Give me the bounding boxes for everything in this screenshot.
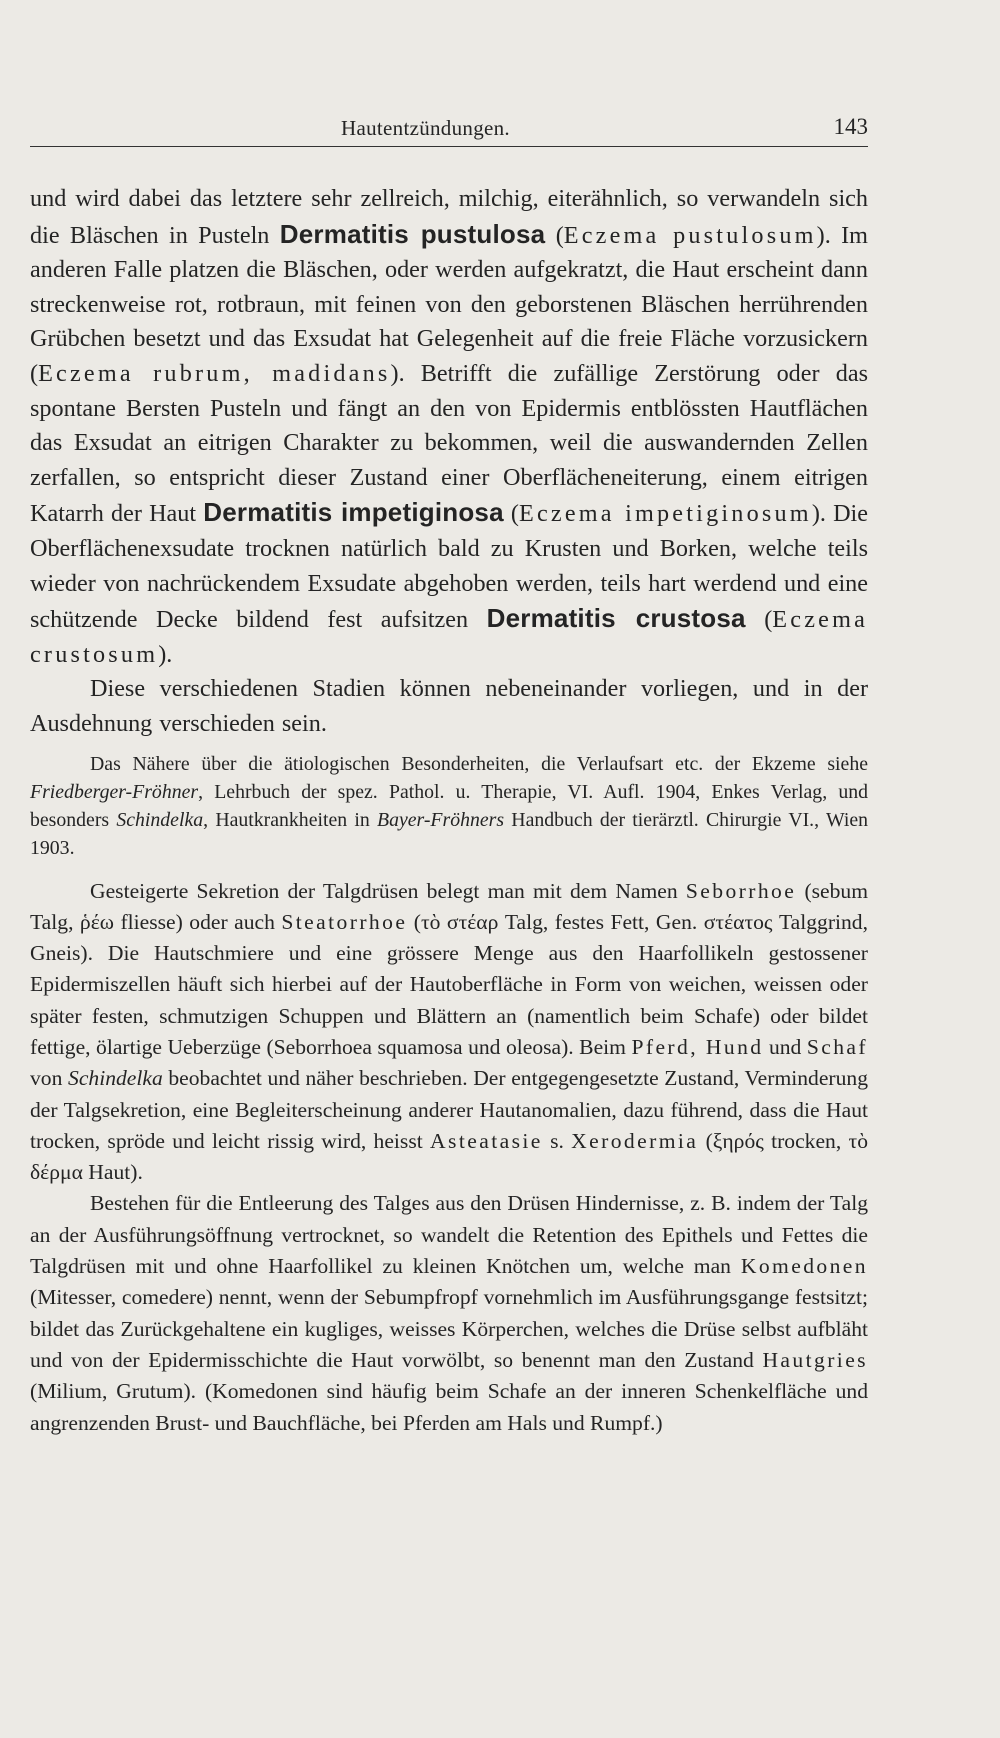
running-title: Hautentzündungen. [341, 116, 510, 140]
text-run: ). Im anderen Falle platzen die Bläschen, oder werden aufgekratzt, die Haut erscheint dann streckenweise rot, rotbraun, mit feinen von den geborstenen Bläschen herrührenden Grübchen besetzt und das Exsudat hat Gelegenheit auf die freie Fläche vorzusickern ( [30, 221, 868, 387]
text-run: ). Betrifft die zufällige Zerstörung oder das spontane Bersten Pusteln und fängt an den von Epidermis entblössten Hautflächen das Exsudat an eitrigen Charakter zu bekommen, weil die auswandernden Zellen zerfallen, so entspricht dieser Zustand einer Oberflächeneiterung, einem eitrigen Katarrh der Haut [30, 359, 868, 528]
term-hautgries: Hautgries [762, 1347, 868, 1372]
text-run: Gesteigerte Sekretion der Talgdrüsen belegt man mit dem Namen [90, 878, 686, 903]
term-xerodermia: Xerodermia [571, 1128, 699, 1153]
term-komedonen: Komedonen [740, 1254, 868, 1279]
text-run: , Lehrbuch der spez. Pathol. u. Therapie, VI. Aufl. 1904, Enkes Verlag, und besonders [30, 780, 868, 831]
text-run: ( [545, 221, 564, 249]
text-run: beobachtet und näher beschrieben. Der entgegengesetzte Zustand, Verminderung der Talgsekretion, eine Begleiterscheinung anderer Hautanomalien, dazu führend, dass die Haut trocken, spröde und leicht rissig wird, heisst [30, 1066, 868, 1153]
text-run: von [30, 1066, 69, 1091]
citation-schindelka: Schindelka [116, 808, 204, 831]
text-run: ). [158, 640, 173, 668]
term-seborrhoe: Seborrhoe [685, 878, 797, 903]
spacer [30, 742, 868, 750]
text-run: ( [503, 500, 519, 528]
spacer [30, 862, 868, 876]
text-run: , Hautkrankheiten in [203, 808, 377, 831]
page-header [30, 112, 868, 147]
term-dermatitis-impetiginosa: Dermatitis impetiginosa [203, 497, 504, 528]
text-run: und [763, 1034, 807, 1059]
text-run: s. [542, 1128, 572, 1153]
term-eczema-pustulosum: Eczema pustulosum [563, 221, 817, 249]
page-number: 143 [833, 114, 868, 139]
term-pferd-hund: Pferd, Hund [631, 1034, 764, 1059]
term-eczema-rubrum: Eczema rubrum, madidans [38, 359, 391, 387]
paragraph-stages-summary: Diese verschiedenen Stadien können nebeneinander vorliegen, und in der Ausdehnung verschieden sein. [30, 675, 868, 737]
paragraph-komedonen [30, 1188, 868, 1438]
citation-bayer-froehner: Bayer-Fröhners [377, 808, 505, 831]
text-run: ). Die Oberflächenexsudate trocknen natürlich bald zu Krusten und Borken, welche teils wieder von nachrückendem Exsudate abgehoben werden, teils hart werdend und eine schützende Decke bildend fest aufsitzen [30, 500, 869, 634]
term-schaf: Schaf [806, 1034, 868, 1059]
text-run: Das Nähere über die ätiologischen Besonderheiten, die Verlaufsart etc. der Ekzeme siehe [90, 752, 868, 775]
text-run: ( [745, 606, 773, 634]
text-run: (Milium, Grutum). (Komedonen sind häufig beim Schafe an der inneren Schenkelfläche und angrenzenden Brust- und Bauchfläche, bei Pferden am Hals und Rumpf.) [30, 1379, 868, 1435]
text-run: Handbuch der tierärztl. Chirurgie VI., Wien 1903. [30, 808, 868, 859]
term-eczema-crustosum: Eczema crustosum [30, 606, 869, 668]
text-run: (Mitesser, comedere) nennt, wenn der Sebumpfropf vornehmlich im Ausführungsgange festsitzt; bildet das Zurückgehaltene ein kugliges, weisses Körperchen, welches die Drüse selbst aufbläht und von der Epidermisschichte die Haut vorwölbt, so benennt man den Zustand [30, 1285, 868, 1372]
text-run: und wird dabei das letztere sehr zellreich, milchig, eiterähnlich, so verwandeln sich die Bläschen in Pusteln [30, 185, 868, 249]
text-run: (sebum Talg, ῥέω fliesse) oder auch [30, 878, 869, 934]
term-steatorrhoe: Steatorrhoe [281, 909, 408, 934]
term-dermatitis-crustosa: Dermatitis crustosa [486, 603, 746, 634]
text-run: Bestehen für die Entleerung des Talges aus den Drüsen Hindernisse, z. B. indem der Talg an der Ausführungsöffnung vertrocknet, so wandelt die Retention des Epithels und Fettes die Talgdrüsen mit und ohne Haarfollikel zu kleinen Knötchen um, welche man [30, 1191, 868, 1279]
page-body [30, 182, 868, 1439]
citation-schindelka: Schindelka [68, 1066, 163, 1091]
paragraph-dermatitis-stages [30, 182, 868, 672]
term-dermatitis-pustulosa: Dermatitis pustulosa [279, 218, 546, 249]
citation-friedberger-froehner: Friedberger-Fröhner [30, 780, 199, 803]
term-asteatasie: Asteatasie [430, 1128, 543, 1153]
paragraph-seborrhoe [30, 876, 868, 1189]
term-eczema-impetiginosum: Eczema impetiginosum [518, 500, 812, 528]
text-run: (τὸ στέαρ Talg, festes Fett, Gen. στέατος Talggrind, Gneis). Die Hautschmiere und eine grössere Menge aus den Haarfollikeln gestossener Epidermiszellen häuft sich hierbei auf der Hautoberfläche in Form von weichen, weissen oder später festen, schmutzigen Schuppen und Blättern an (namentlich beim Schafe) oder bildet fettige, ölartige Ueberzüge (Seborrhoea squamosa und oleosa). Beim [30, 909, 868, 1059]
literature-note [30, 750, 868, 862]
text-run: (ξηρός trocken, τὸ δέρμα Haut). [30, 1128, 868, 1185]
